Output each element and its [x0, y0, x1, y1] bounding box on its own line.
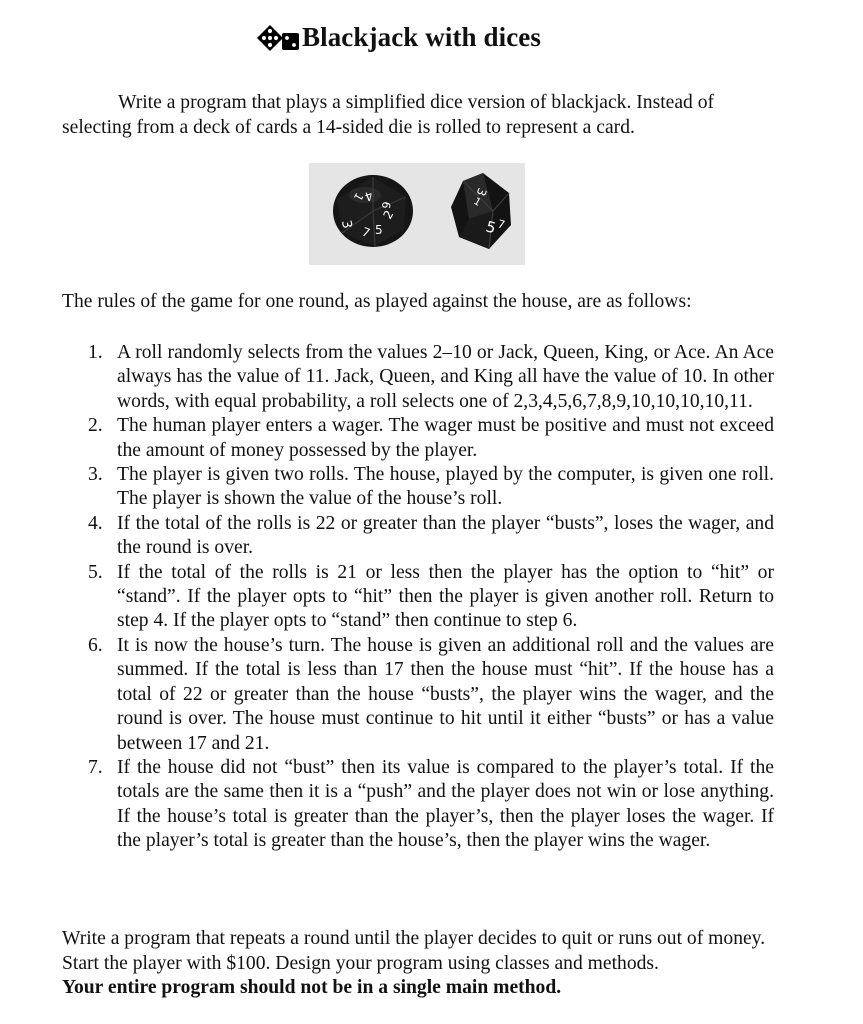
outro-text: Write a program that repeats a round until the player decides to quit or runs out of money. Start the player with $100. Design your program using classes and methods. — [62, 928, 766, 974]
left-die — [333, 175, 413, 247]
list-item — [85, 756, 774, 854]
list-number: 1. — [88, 342, 103, 363]
list-text: If the house did not “bust” then its value is compared to the player’s total. If the totals are the same then it is a “push” and the player does not win or lose anything. If the house’s total is greater than the player’s, then the player loses the wager. If the player’s total is greater than the house’s, then the player wins the wager. — [117, 756, 774, 852]
list-text: The player is given two rolls. The house, played by the computer, is given one roll. The player is shown the value of the house’s roll. — [117, 464, 774, 510]
list-number: 2. — [88, 415, 103, 437]
list-item — [85, 463, 774, 512]
rules-intro: The rules of the game for one round, as played against the house, are as follows: — [62, 291, 692, 312]
intro-paragraph: Write a program that plays a simplified dice version of blackjack. Instead of selecting from a deck of cards a 14-sided die is rolled to represent a card. — [62, 92, 715, 138]
list-item — [85, 512, 774, 561]
dice-photo — [309, 163, 525, 265]
list-item — [85, 634, 774, 756]
svg-text:1: 1 — [350, 190, 366, 204]
right-die — [451, 173, 511, 249]
dice-icon — [256, 24, 300, 52]
list-number: 6. — [88, 634, 103, 656]
list-item — [85, 341, 774, 414]
list-text: The human player enters a wager. The wager must be positive and must not exceed the amount of money possessed by the player. — [117, 415, 774, 461]
svg-text:3: 3 — [473, 185, 490, 198]
list-text: It is now the house’s turn. The house is given an additional roll and the values are summed. If the total is less than 17 then the house must “hit”. If the house has a total of 22 or greater than the house “busts”, the player wins the wager, and the round is over. The house must continue to hit until it either “busts” or has a value between 17 and 21. — [117, 634, 774, 754]
list-text: If the total of the rolls is 22 or greater than the player “busts”, loses the wager, and the round is over. — [117, 512, 774, 559]
title-text: Blackjack with dices — [302, 22, 542, 52]
outro-paragraph — [62, 927, 774, 1001]
svg-text:2: 2 — [380, 207, 397, 222]
list-item — [85, 561, 774, 634]
rules-list — [85, 341, 774, 854]
svg-text:4: 4 — [362, 188, 375, 204]
svg-text:5: 5 — [483, 217, 498, 238]
list-item — [85, 414, 774, 463]
page-title — [256, 22, 541, 53]
svg-text:1: 1 — [471, 196, 483, 209]
outro-bold-text: Your entire program should not be in a single main method. — [62, 977, 562, 998]
list-number: 3. — [88, 464, 103, 486]
svg-text:6: 6 — [378, 200, 393, 210]
list-number: 5. — [88, 561, 103, 583]
svg-text:3: 3 — [338, 219, 355, 230]
list-text: If the total of the rolls is 21 or less then the player has the option to “hit” or “stand”. If the player opts to “hit” then the player is given another roll. Return to step 4. If the player opts to “stand” then continue to step 6. — [117, 561, 774, 632]
svg-text:5: 5 — [375, 223, 383, 237]
svg-text:7: 7 — [359, 224, 372, 241]
svg-text:7: 7 — [496, 217, 507, 232]
list-number: 7. — [88, 756, 103, 778]
list-number: 4. — [88, 512, 103, 534]
list-text: A roll randomly selects from the values 2–10 or Jack, Queen, King, or Ace. An Ace always has the value of 11. Jack, Queen, and King all have the value of 10. In other words, with equal probability, a roll selects one of 2,3,4,5,6,7,8,9,10,10,10,10,11. — [117, 342, 774, 412]
